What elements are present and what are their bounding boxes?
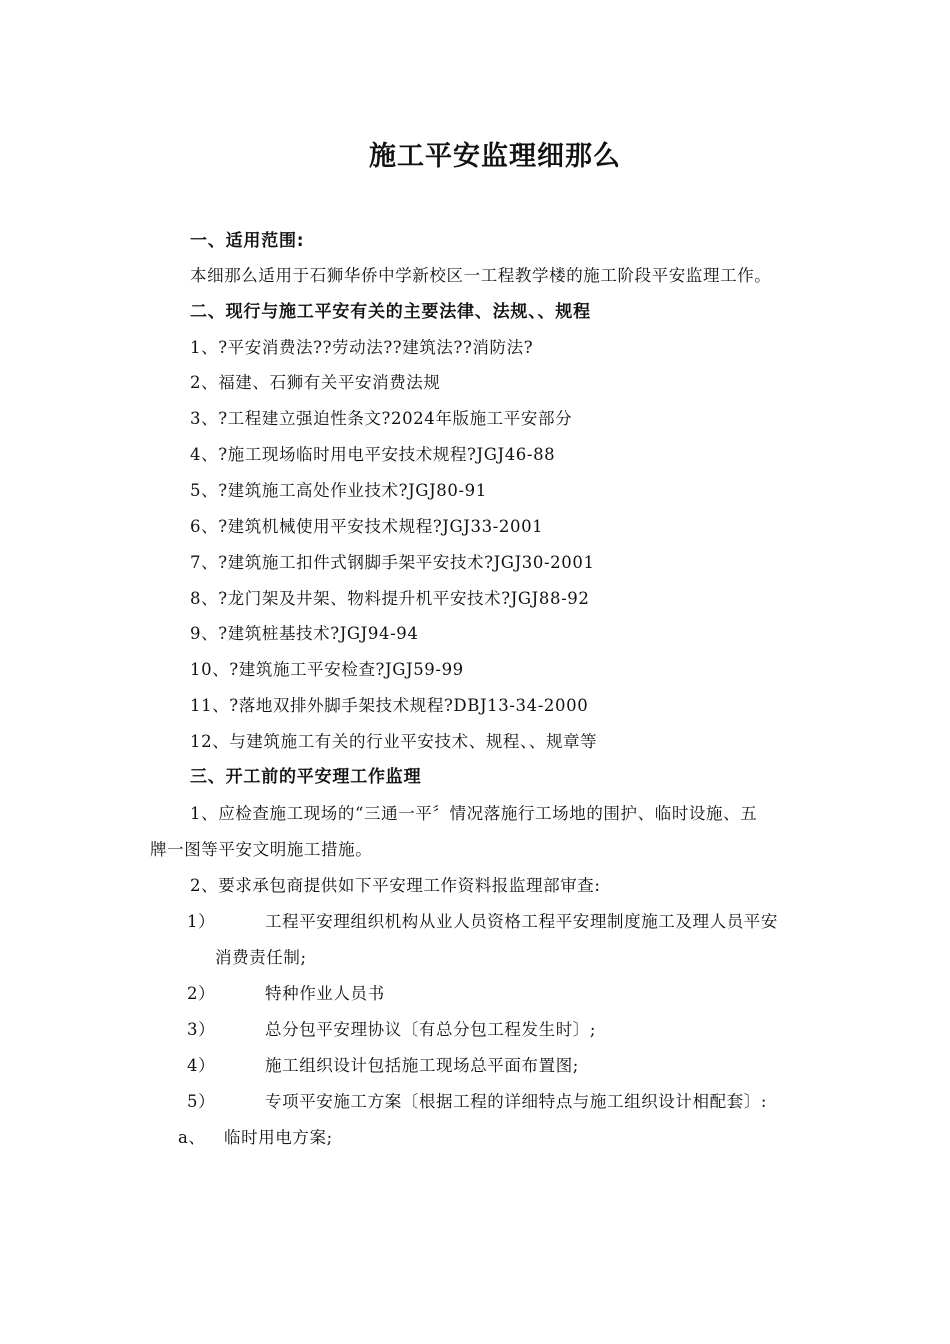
sub-item-number: 1） xyxy=(187,912,216,931)
sub-item-text: 施工组织设计包括施工现场总平面布置图; xyxy=(265,1056,579,1075)
sub-item-text: 特种作业人员书 xyxy=(265,984,385,1003)
letter-item-a xyxy=(178,1127,333,1149)
section-3-heading: 三、开工前的平安理工作监理 xyxy=(190,767,422,787)
law-item-6: 6、?建筑机械使用平安技术规程?JGJ33-2001 xyxy=(190,517,544,536)
sub-item-number: 5） xyxy=(187,1092,216,1111)
sub-item-5 xyxy=(187,1091,767,1113)
sub-item-3 xyxy=(187,1019,596,1041)
law-item-11: 11、?落地双排外脚手架技术规程?DBJ13-34-2000 xyxy=(190,696,589,715)
sub-item-1-continuation: 消费责任制; xyxy=(215,948,307,967)
document-title: 施工平安监理细那么 xyxy=(369,141,621,172)
law-item-7: 7、?建筑施工扣件式钢脚手架平安技术?JGJ30-2001 xyxy=(190,553,595,572)
law-item-9: 9、?建筑桩基技术?JGJ94-94 xyxy=(190,624,419,643)
law-item-5: 5、?建筑施工高处作业技术?JGJ80-91 xyxy=(190,481,487,500)
sub-item-4 xyxy=(187,1055,579,1077)
sub-item-number: 2） xyxy=(187,984,216,1003)
sub-item-text: 工程平安理组织机构从业人员资格工程平安理制度施工及理人员平安 xyxy=(265,912,778,931)
section-3-para-2: 2、要求承包商提供如下平安理工作资料报监理部审查: xyxy=(190,876,601,895)
sub-item-number: 4） xyxy=(187,1056,216,1075)
law-item-8: 8、?龙门架及井架、物料提升机平安技术?JGJ88-92 xyxy=(190,589,590,608)
sub-item-1 xyxy=(187,911,778,933)
sub-item-number: 3） xyxy=(187,1020,216,1039)
section-2-heading: 二、现行与施工平安有关的主要法律、法规、、规程 xyxy=(190,302,591,322)
section-1-heading: 一、适用范围: xyxy=(190,231,305,251)
sub-item-2 xyxy=(187,983,385,1005)
section-3-para-1-line-1: 1、应检查施工现场的“三通一平〞情况落施行工场地的围护、临时设施、五 xyxy=(190,804,758,823)
law-item-4: 4、?施工现场临时用电平安技术规程?JGJ46-88 xyxy=(190,445,556,464)
letter-item-text: 临时用电方案; xyxy=(224,1128,333,1147)
sub-item-text: 总分包平安理协议〔有总分包工程发生时〕; xyxy=(265,1020,597,1039)
section-1-body: 本细那么适用于石狮华侨中学新校区一工程教学楼的施工阶段平安监理工作。 xyxy=(190,266,772,285)
law-item-12: 12、与建筑施工有关的行业平安技术、规程、、规章等 xyxy=(190,732,598,751)
law-item-1: 1、?平安消费法??劳动法??建筑法??消防法? xyxy=(190,338,534,357)
letter-item-marker: a、 xyxy=(178,1128,206,1147)
law-item-10: 10、?建筑施工平安检查?JGJ59-99 xyxy=(190,660,464,679)
law-item-2: 2、福建、石狮有关平安消费法规 xyxy=(190,373,441,392)
law-item-3: 3、?工程建立强迫性条文?2024年版施工平安部分 xyxy=(190,409,573,428)
sub-item-text: 专项平安施工方案〔根据工程的详细特点与施工组织设计相配套〕: xyxy=(265,1092,768,1111)
section-3-para-1-line-2: 牌一图等平安文明施工措施。 xyxy=(150,840,373,859)
